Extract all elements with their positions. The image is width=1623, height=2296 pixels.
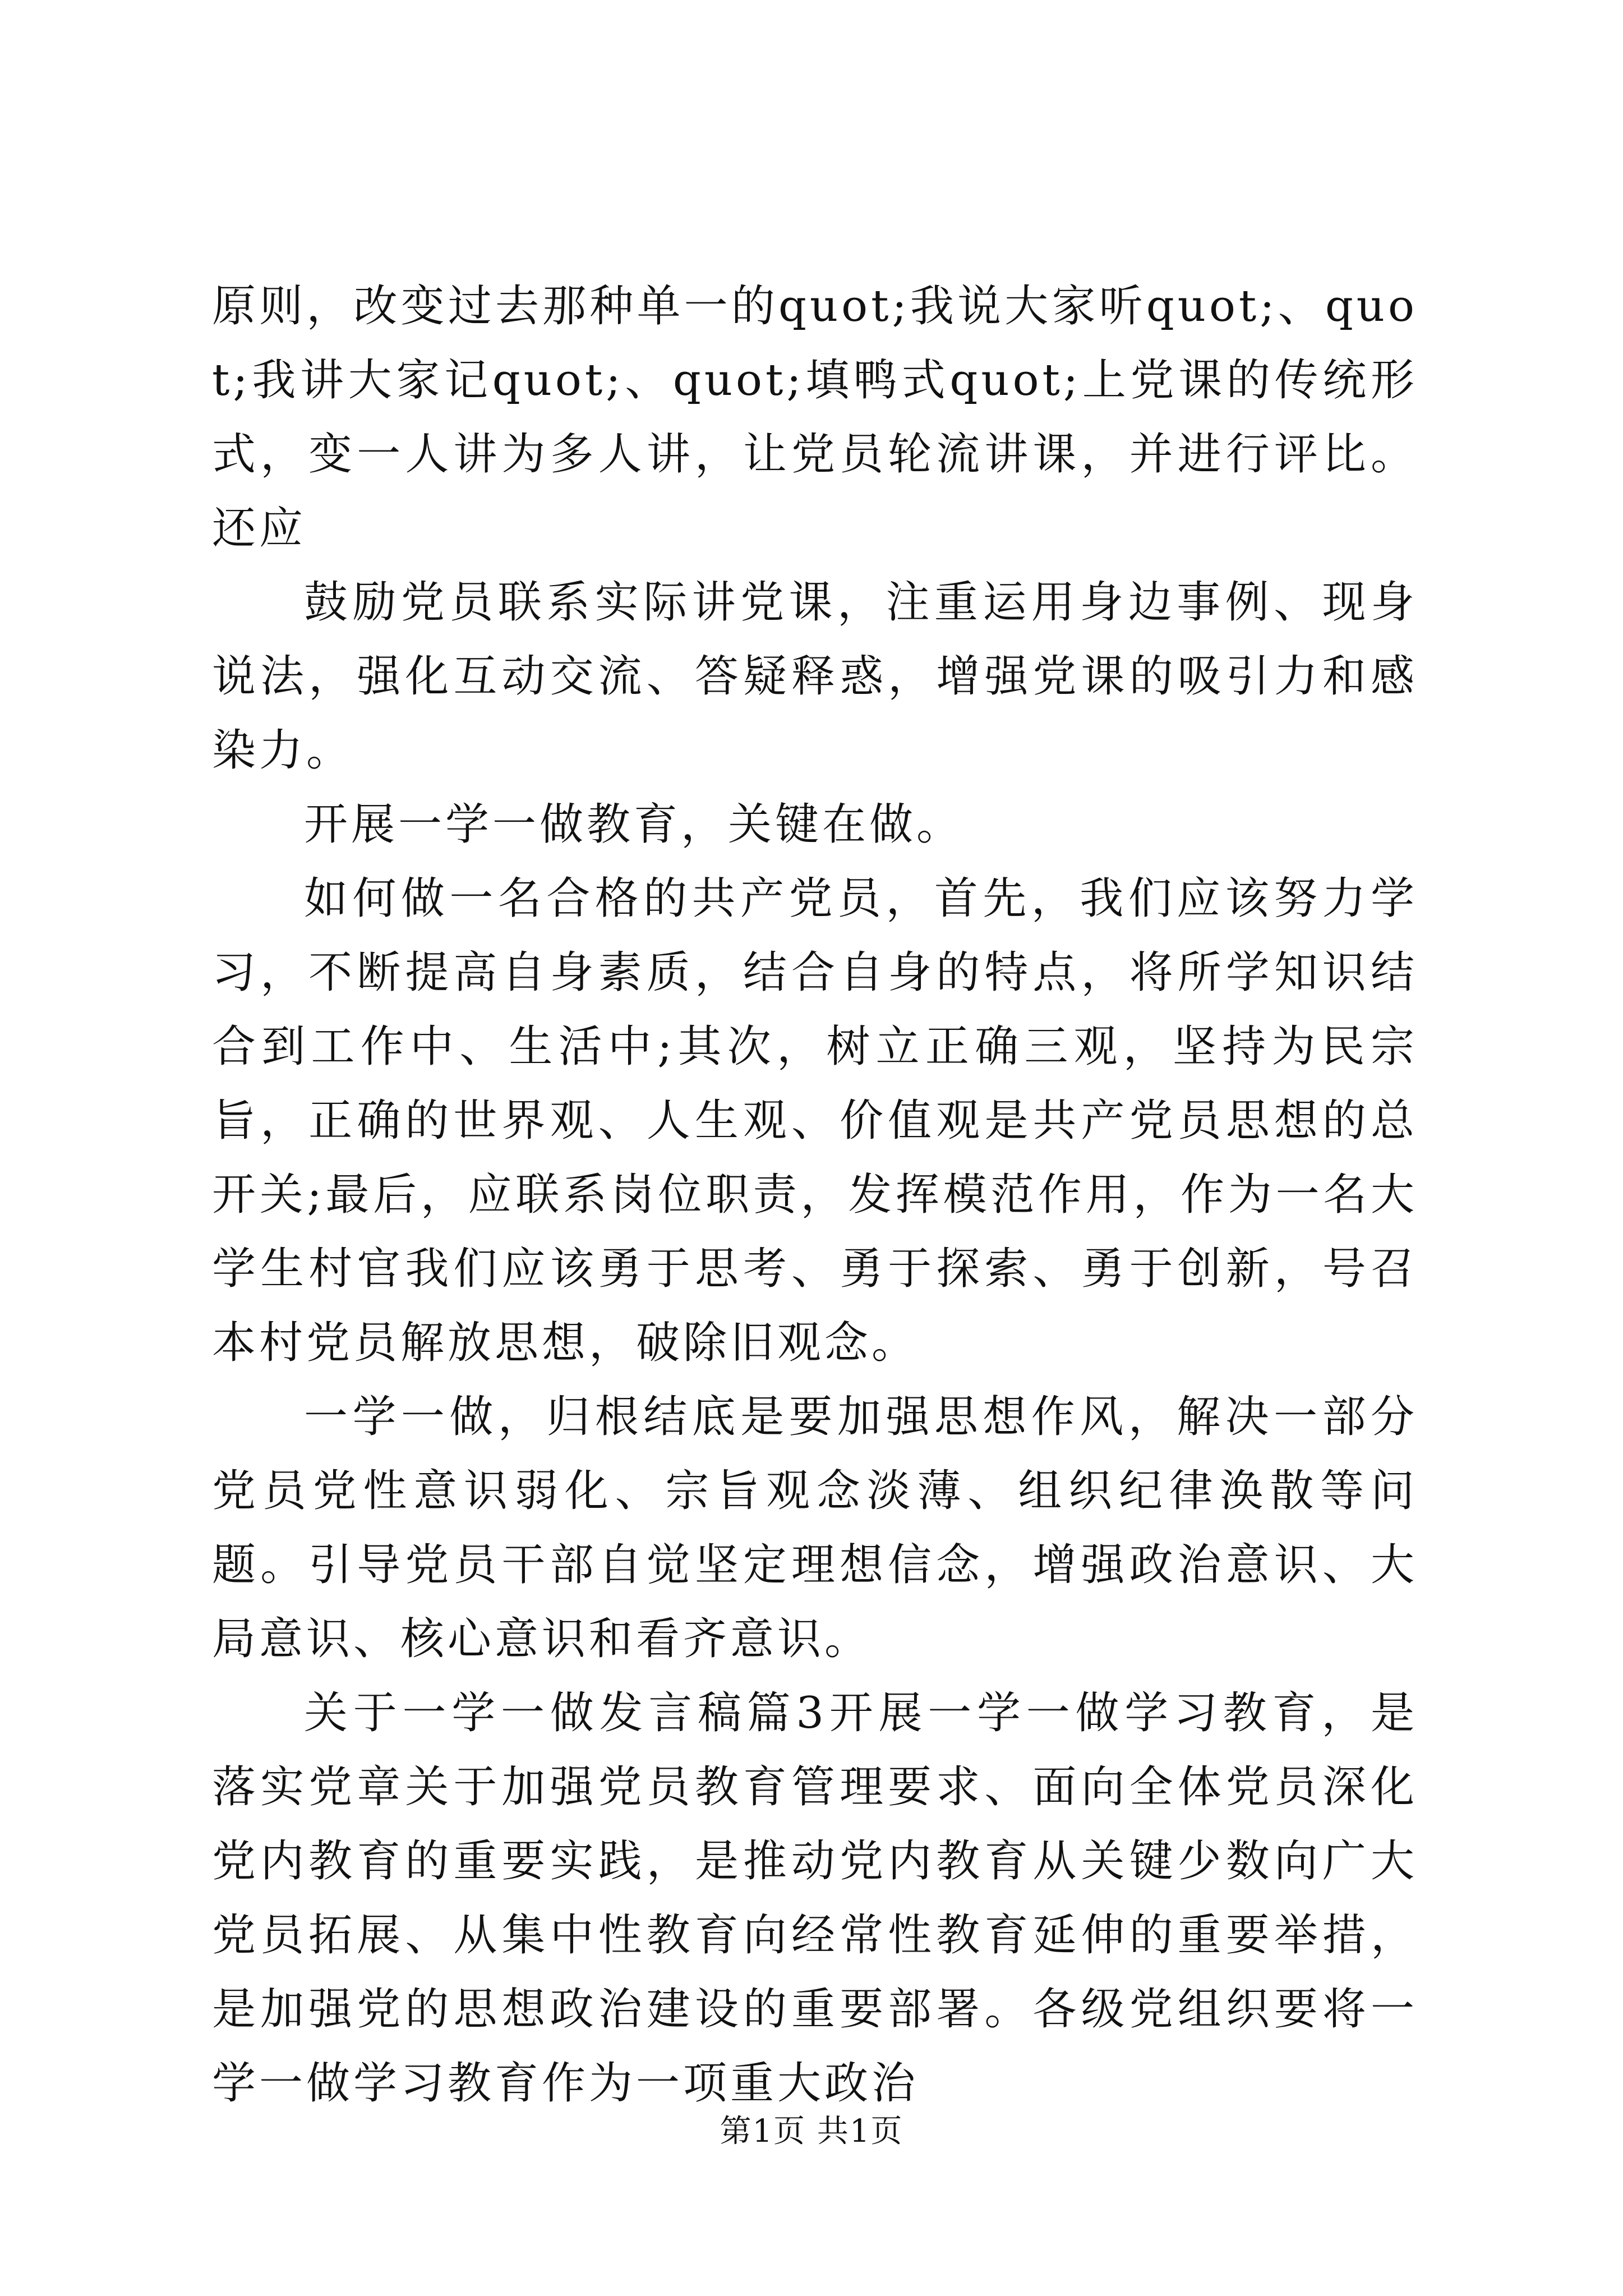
paragraph-1: 原则，改变过去那种单一的quot;我说大家听quot;、quot;我讲大家记quot;、quot;填鸭式quot;上党课的传统形式，变一人讲为多人讲，让党员轮流讲课，并进行评比。还应 [212,281,1418,554]
paragraph-6: 关于一学一做发言稿篇3开展一学一做学习教育，是落实党章关于加强党员教育管理要求、面向全体党员深化党内教育的重要实践，是推动党内教育从关键少数向广大党员拓展、从集中性教育向经常性教育延伸的重要举措，是加强党的思想政治建设的重要部署。各级党组织要将一学一做学习教育作为一项重大政治 [212,1688,1418,2109]
page-footer: 第1页 共1页 [720,2113,903,2150]
paragraph-3: 开展一学一做教育，关键在做。 [304,799,964,850]
paragraph-4: 如何做一名合格的共产党员，首先，我们应该努力学习，不断提高自身素质，结合自身的特点，将所学知识结合到工作中、生活中;其次，树立正确三观，坚持为民宗旨，正确的世界观、人生观、价值观是共产党员思想的总开关;最后，应联系岗位职责，发挥模范作用，作为一名大学生村官我们应该勇于思考、勇于探索、勇于创新，号召本村党员解放思想，破除旧观念。 [212,873,1418,1368]
document-body [212,269,1418,2120]
paragraph-5: 一学一做，归根结底是要加强思想作风，解决一部分党员党性意识弱化、宗旨观念淡薄、组织纪律涣散等问题。引导党员干部自觉坚定理想信念，增强政治意识、大局意识、核心意识和看齐意识。 [212,1392,1418,1664]
paragraph-2: 鼓励党员联系实际讲党课，注重运用身边事例、现身说法，强化互动交流、答疑释惑，增强党课的吸引力和感染力。 [212,577,1418,776]
